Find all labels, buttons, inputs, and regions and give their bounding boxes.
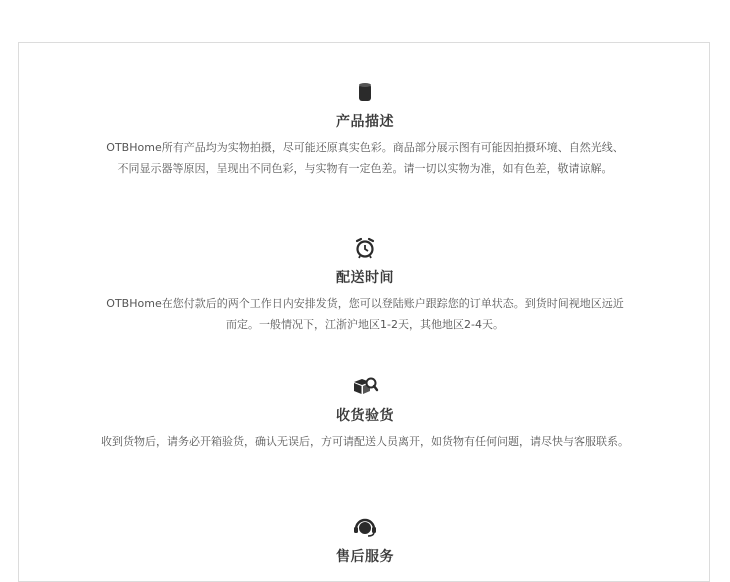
section-description: OTBHome在您付款后的两个工作日内安排发货，您可以登陆账户跟踪您的订单状态。到货时间视地区远近而定。一般情况下，江浙沪地区1-2天，其他地区2-4天。 xyxy=(106,297,624,331)
alarm-clock-icon xyxy=(351,237,379,259)
section-delivery-time xyxy=(19,237,711,335)
section-after-sales xyxy=(19,516,711,572)
cylinder-icon xyxy=(351,81,379,103)
section-description: OTBHome所有产品均为实物拍摄，尽可能还原真实色彩。商品部分展示图有可能因拍摄环境、自然光线、不同显示器等原因，呈现出不同色彩，与实物有一定色差。请一切以实物为准，如有色差，敬请谅解。 xyxy=(106,141,624,175)
info-panel xyxy=(18,42,710,582)
headset-icon xyxy=(351,516,379,538)
section-description: 收到货物后，请务必开箱验货，确认无误后，方可请配送人员离开，如货物有任何问题，请尽快与客服联系。 xyxy=(101,435,629,448)
section-product-description xyxy=(19,81,711,179)
section-title: 配送时间 xyxy=(336,270,394,286)
section-receipt-inspection xyxy=(19,375,711,452)
section-title: 产品描述 xyxy=(336,114,394,130)
section-title: 售后服务 xyxy=(336,549,394,565)
section-title: 收货验货 xyxy=(336,408,394,424)
package-inspect-icon xyxy=(351,375,379,397)
